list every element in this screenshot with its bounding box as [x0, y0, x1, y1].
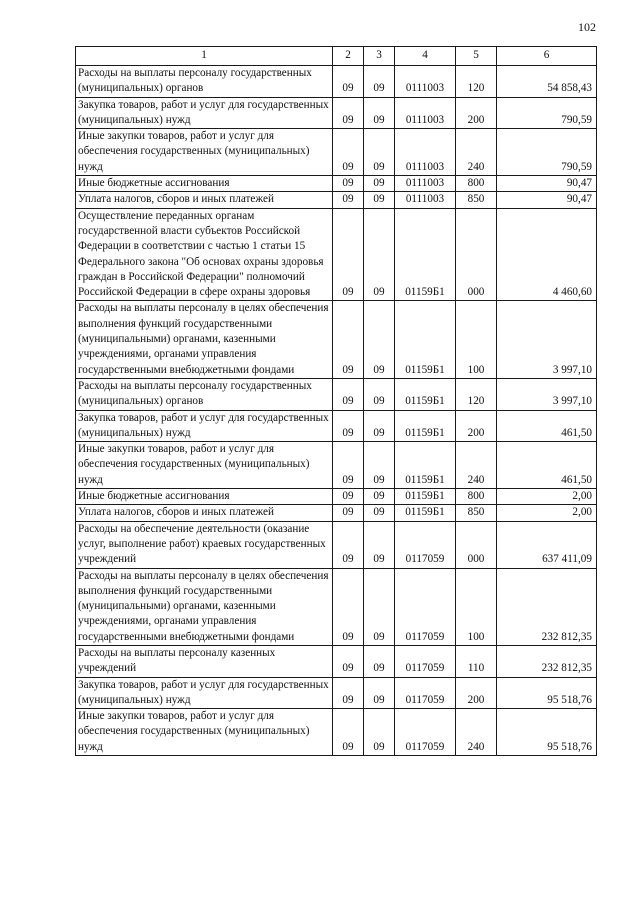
row-subsection-cell: 09 — [364, 709, 395, 756]
table-row — [76, 645, 597, 677]
table-row — [76, 489, 597, 505]
row-amount-cell: 2,00 — [497, 489, 597, 505]
row-section-cell: 09 — [333, 505, 364, 521]
table-row — [76, 66, 597, 98]
table-row — [76, 709, 597, 756]
row-expense-type-cell: 240 — [456, 129, 497, 176]
row-name-cell: Иные закупки товаров, работ и услуг для обеспечения государственных (муниципальных) нужд — [76, 442, 333, 489]
row-name-cell: Расходы на выплаты персоналу в целях обеспечения выполнения функций государственными (муниципальными) органами, казенными учреждениями, органами управления государственными внебюджетными фондами — [76, 568, 333, 645]
row-article-cell: 01159Б1 — [395, 505, 456, 521]
page-number: 102 — [578, 20, 596, 34]
row-section-cell: 09 — [333, 645, 364, 677]
table-row — [76, 410, 597, 442]
row-expense-type-cell: 120 — [456, 378, 497, 410]
row-name-cell: Уплата налогов, сборов и иных платежей — [76, 505, 333, 521]
row-article-cell: 0117059 — [395, 568, 456, 645]
row-subsection-cell: 09 — [364, 410, 395, 442]
row-amount-cell: 232 812,35 — [497, 645, 597, 677]
row-article-cell: 01159Б1 — [395, 410, 456, 442]
row-expense-type-cell: 800 — [456, 489, 497, 505]
row-section-cell: 09 — [333, 301, 364, 378]
row-name-cell: Закупка товаров, работ и услуг для государственных (муниципальных) нужд — [76, 410, 333, 442]
row-name-cell: Расходы на выплаты персоналу государственных (муниципальных) органов — [76, 66, 333, 98]
row-amount-cell: 95 518,76 — [497, 709, 597, 756]
row-expense-type-cell: 000 — [456, 521, 497, 568]
row-article-cell: 0117059 — [395, 521, 456, 568]
row-subsection-cell: 09 — [364, 378, 395, 410]
row-expense-type-cell: 120 — [456, 66, 497, 98]
row-name-cell: Уплата налогов, сборов и иных платежей — [76, 192, 333, 208]
table-row — [76, 505, 597, 521]
row-amount-cell: 232 812,35 — [497, 568, 597, 645]
row-name-cell: Закупка товаров, работ и услуг для государственных (муниципальных) нужд — [76, 677, 333, 709]
table-row — [76, 378, 597, 410]
row-expense-type-cell: 000 — [456, 208, 497, 301]
table-row — [76, 192, 597, 208]
row-amount-cell: 4 460,60 — [497, 208, 597, 301]
table-row — [76, 301, 597, 378]
row-article-cell: 0117059 — [395, 677, 456, 709]
row-section-cell: 09 — [333, 709, 364, 756]
table-row — [76, 208, 597, 301]
row-amount-cell: 790,59 — [497, 97, 597, 129]
row-expense-type-cell: 200 — [456, 677, 497, 709]
row-section-cell: 09 — [333, 489, 364, 505]
row-amount-cell: 90,47 — [497, 192, 597, 208]
row-amount-cell: 461,50 — [497, 410, 597, 442]
row-section-cell: 09 — [333, 208, 364, 301]
row-article-cell: 0117059 — [395, 645, 456, 677]
column-number-row — [76, 47, 597, 66]
budget-table — [75, 46, 597, 756]
row-amount-cell: 95 518,76 — [497, 677, 597, 709]
row-expense-type-cell: 200 — [456, 410, 497, 442]
row-subsection-cell: 09 — [364, 521, 395, 568]
row-expense-type-cell: 240 — [456, 442, 497, 489]
table-row — [76, 568, 597, 645]
row-expense-type-cell: 800 — [456, 176, 497, 192]
row-subsection-cell: 09 — [364, 129, 395, 176]
row-amount-cell: 2,00 — [497, 505, 597, 521]
row-subsection-cell: 09 — [364, 97, 395, 129]
row-subsection-cell: 09 — [364, 66, 395, 98]
row-subsection-cell: 09 — [364, 176, 395, 192]
row-subsection-cell: 09 — [364, 208, 395, 301]
row-name-cell: Иные закупки товаров, работ и услуг для обеспечения государственных (муниципальных) нужд — [76, 129, 333, 176]
row-name-cell: Осуществление переданных органам государственной власти субъектов Российской Федерации в соответствии с частью 1 статьи 15 Федерального закона "Об основах охраны здоровья граждан в Российской Федерации" полномочий Российской Федерации в сфере охраны здоровья — [76, 208, 333, 301]
row-amount-cell: 3 997,10 — [497, 301, 597, 378]
row-name-cell: Иные бюджетные ассигнования — [76, 489, 333, 505]
row-subsection-cell: 09 — [364, 645, 395, 677]
column-number-5: 5 — [456, 47, 497, 66]
row-subsection-cell: 09 — [364, 489, 395, 505]
row-amount-cell: 90,47 — [497, 176, 597, 192]
row-amount-cell: 637 411,09 — [497, 521, 597, 568]
row-section-cell: 09 — [333, 192, 364, 208]
row-expense-type-cell: 850 — [456, 192, 497, 208]
row-section-cell: 09 — [333, 378, 364, 410]
row-name-cell: Расходы на выплаты персоналу государственных (муниципальных) органов — [76, 378, 333, 410]
column-number-4: 4 — [395, 47, 456, 66]
table-row — [76, 442, 597, 489]
column-number-1: 1 — [76, 47, 333, 66]
row-subsection-cell: 09 — [364, 301, 395, 378]
row-subsection-cell: 09 — [364, 677, 395, 709]
column-number-3: 3 — [364, 47, 395, 66]
row-article-cell: 0111003 — [395, 129, 456, 176]
row-name-cell: Расходы на обеспечение деятельности (оказание услуг, выполнение работ) краевых государственных учреждений — [76, 521, 333, 568]
row-expense-type-cell: 110 — [456, 645, 497, 677]
row-subsection-cell: 09 — [364, 442, 395, 489]
row-article-cell: 0111003 — [395, 66, 456, 98]
row-article-cell: 01159Б1 — [395, 489, 456, 505]
row-subsection-cell: 09 — [364, 568, 395, 645]
row-article-cell: 01159Б1 — [395, 301, 456, 378]
row-article-cell: 0111003 — [395, 97, 456, 129]
table-row — [76, 677, 597, 709]
row-section-cell: 09 — [333, 677, 364, 709]
row-article-cell: 0111003 — [395, 192, 456, 208]
row-name-cell: Расходы на выплаты персоналу в целях обеспечения выполнения функций государственными (муниципальными) органами, казенными учреждениями, органами управления государственными внебюджетными фондами — [76, 301, 333, 378]
row-name-cell: Иные закупки товаров, работ и услуг для обеспечения государственных (муниципальных) нужд — [76, 709, 333, 756]
row-expense-type-cell: 100 — [456, 301, 497, 378]
row-amount-cell: 461,50 — [497, 442, 597, 489]
row-section-cell: 09 — [333, 97, 364, 129]
row-subsection-cell: 09 — [364, 192, 395, 208]
row-section-cell: 09 — [333, 176, 364, 192]
row-article-cell: 0111003 — [395, 176, 456, 192]
row-section-cell: 09 — [333, 568, 364, 645]
row-amount-cell: 54 858,43 — [497, 66, 597, 98]
row-expense-type-cell: 100 — [456, 568, 497, 645]
row-section-cell: 09 — [333, 129, 364, 176]
table-row — [76, 521, 597, 568]
table-body — [76, 47, 597, 756]
row-expense-type-cell: 240 — [456, 709, 497, 756]
row-section-cell: 09 — [333, 521, 364, 568]
row-name-cell: Закупка товаров, работ и услуг для государственных (муниципальных) нужд — [76, 97, 333, 129]
column-number-6: 6 — [497, 47, 597, 66]
row-article-cell: 01159Б1 — [395, 378, 456, 410]
row-name-cell: Расходы на выплаты персоналу казенных учреждений — [76, 645, 333, 677]
table-row — [76, 129, 597, 176]
table-row — [76, 97, 597, 129]
row-article-cell: 01159Б1 — [395, 208, 456, 301]
row-amount-cell: 3 997,10 — [497, 378, 597, 410]
row-expense-type-cell: 850 — [456, 505, 497, 521]
row-article-cell: 01159Б1 — [395, 442, 456, 489]
row-subsection-cell: 09 — [364, 505, 395, 521]
row-section-cell: 09 — [333, 66, 364, 98]
row-expense-type-cell: 200 — [456, 97, 497, 129]
table-row — [76, 176, 597, 192]
column-number-2: 2 — [333, 47, 364, 66]
row-section-cell: 09 — [333, 410, 364, 442]
row-name-cell: Иные бюджетные ассигнования — [76, 176, 333, 192]
row-section-cell: 09 — [333, 442, 364, 489]
row-article-cell: 0117059 — [395, 709, 456, 756]
row-amount-cell: 790,59 — [497, 129, 597, 176]
